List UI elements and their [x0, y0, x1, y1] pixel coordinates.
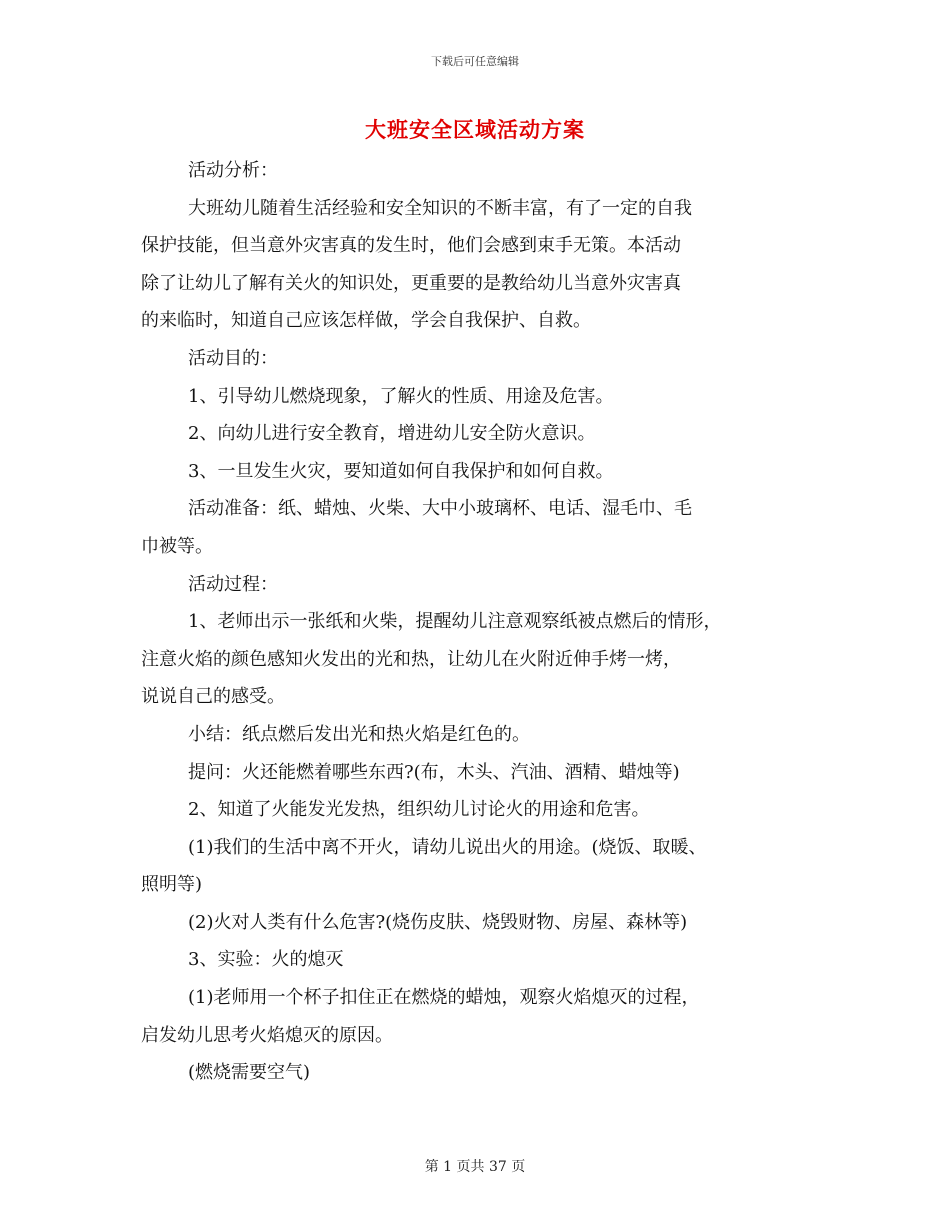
paragraph-line: 提问：火还能燃着哪些东西?(布，木头、汽油、酒精、蜡烛等) [188, 761, 680, 783]
paragraph-line: 说说自己的感受。 [141, 686, 285, 708]
paragraph-line: 2、向幼儿进行安全教育，增进幼儿安全防火意识。 [188, 423, 596, 445]
paragraph-line: 活动准备：纸、蜡烛、火柴、大中小玻璃杯、电话、湿毛巾、毛 [188, 498, 692, 520]
paragraph-line: 活动过程： [188, 573, 278, 595]
document-title: 大班安全区域活动方案 [365, 117, 585, 142]
paragraph-line: 活动分析： [188, 160, 278, 181]
paragraph-line: 活动目的： [188, 347, 278, 369]
paragraph-line: 照明等) [141, 874, 203, 896]
paragraph-line: (2)火对人类有什么危害?(烧伤皮肤、烧毁财物、房屋、森林等) [188, 911, 688, 933]
paragraph-line: 启发幼儿思考火焰熄灭的原因。 [141, 1024, 393, 1046]
paragraph-line: 保护技能，但当意外灾害真的发生时，他们会感到束手无策。本活动 [141, 235, 681, 257]
paragraph-line: 小结：纸点燃后发出光和热火焰是红色的。 [188, 723, 530, 745]
paragraph-line: (1)我们的生活中离不开火，请幼儿说出火的用途。(烧饭、取暖、 [188, 836, 707, 858]
document-body [141, 152, 821, 1092]
page-header: 下载后可任意编辑 [431, 55, 519, 68]
page-footer: 第 1 页共 37 页 [424, 1159, 526, 1175]
paragraph-line: 3、一旦发生火灾，要知道如何自我保护和如何自救。 [188, 460, 614, 482]
paragraph-line: (1)老师用一个杯子扣住正在燃烧的蜡烛，观察火焰熄灭的过程， [188, 987, 700, 1009]
paragraph-line: (燃烧需要空气) [188, 1062, 311, 1084]
paragraph-line: 2、知道了火能发光发热，组织幼儿讨论火的用途和危害。 [188, 799, 650, 821]
paragraph-line: 的来临时，知道自己应该怎样做，学会自我保护、自救。 [141, 310, 591, 332]
paragraph-line: 注意火焰的颜色感知火发出的光和热，让幼儿在火附近伸手烤一烤， [141, 648, 681, 670]
paragraph-line: 除了让幼儿了解有关火的知识处，更重要的是教给幼儿当意外灾害真 [141, 272, 681, 294]
paragraph-line: 大班幼儿随着生活经验和安全知识的不断丰富，有了一定的自我 [188, 197, 692, 219]
paragraph-line: 3、实验：火的熄灭 [188, 949, 344, 971]
paragraph-line: 1、老师出示一张纸和火柴，提醒幼儿注意观察纸被点燃后的情形， [188, 611, 722, 633]
paragraph-line: 1、引导幼儿燃烧现象，了解火的性质、用途及危害。 [188, 385, 614, 407]
paragraph-line: 巾被等。 [141, 535, 213, 557]
